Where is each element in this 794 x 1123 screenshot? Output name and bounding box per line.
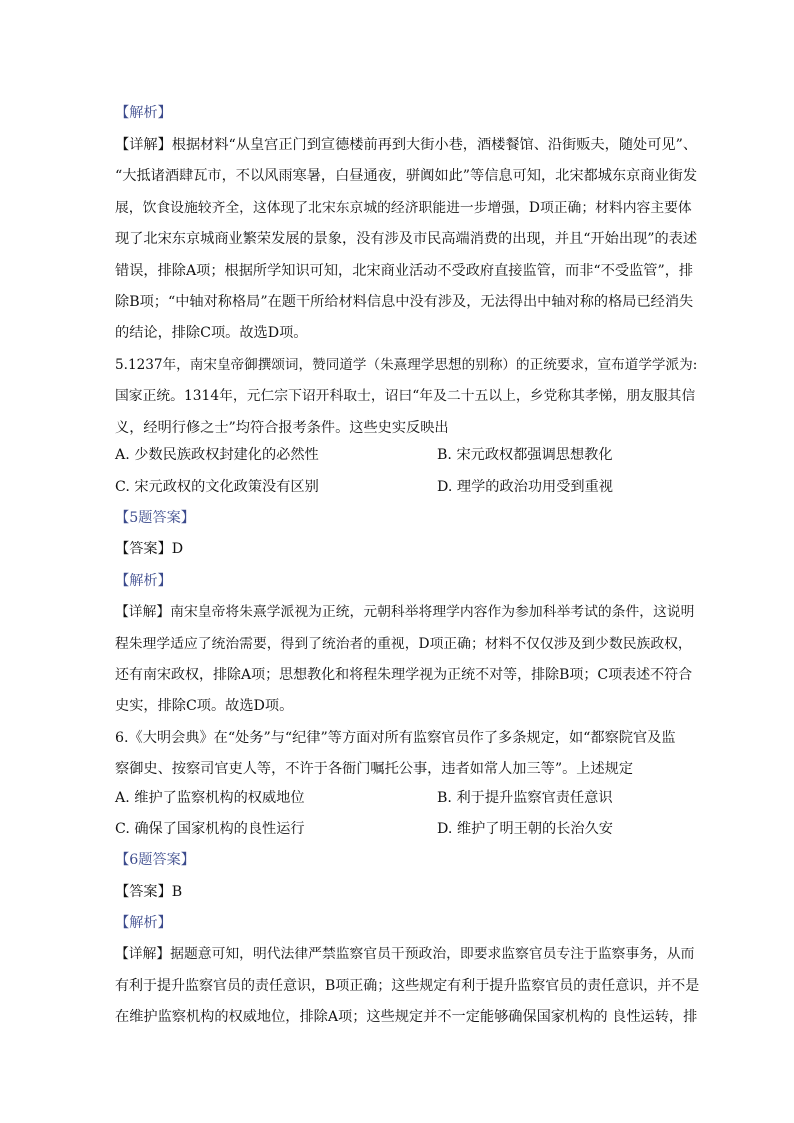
- option-a: A. 少数民族政权封建化的必然性: [115, 447, 319, 463]
- options-row: [115, 440, 699, 471]
- detail-line: 还有南宋政权，排除A项；思想教化和将程朱理学视为正统不对等，排除B项；C项表述不符合: [115, 667, 693, 683]
- analysis-heading: 【解析】: [115, 573, 172, 589]
- option-a: A. 维护了监察机构的权威地位: [115, 790, 305, 806]
- answer-line: 【答案】B: [115, 884, 183, 900]
- question-stem-line: 察御史、按察司官吏人等，不许于各衙门嘱托公事，违者如常人加三等”。上述规定: [115, 761, 634, 777]
- detail-line: 【详解】根据材料“从皇宫正门到宣德楼前再到大街小巷，酒楼餐馆、沿街贩夫，随处可见”、: [115, 137, 698, 153]
- detail-line: 在维护监察机构的权威地位，排除A项；这些规定并不一定能够确保国家机构的 良性运转，排: [115, 1009, 698, 1025]
- detail-line: 程朱理学适应了统治需要，得到了统治者的重视，D项正确；材料不仅仅涉及到少数民族政权，: [115, 636, 692, 652]
- options-row: [115, 472, 699, 503]
- question-stem-line: 国家正统。1314年，元仁宗下诏开科取士，诏曰“年及二十五以上，乡党称其孝悌，朋友服其信: [115, 388, 696, 404]
- detail-line: 有利于提升监察官员的责任意识，B项正确；这些规定有利于提升监察官员的责任意识，并不是: [115, 978, 699, 994]
- option-b: B. 利于提升监察官责任意识: [437, 790, 613, 806]
- detail-line: 史实，排除C项。故选D项。: [115, 698, 294, 714]
- detail-line: 【详解】南宋皇帝将朱熹学派视为正统，元朝科举将理学内容作为参加科举考试的条件，这说明: [115, 604, 695, 620]
- analysis-heading: 【解析】: [115, 915, 172, 931]
- option-d: D. 理学的政治功用受到重视: [437, 479, 613, 495]
- answer-heading: 【6题答案】: [115, 852, 195, 868]
- question-stem-line: 5.1237年，南宋皇帝御撰颂词，赞同道学（朱熹理学思想的别称）的正统要求，宣布道学学派为:: [115, 357, 698, 373]
- option-d: D. 维护了明王朝的长治久安: [437, 821, 613, 837]
- options-row: [115, 814, 699, 845]
- detail-line: “大抵诸酒肆瓦市，不以风雨寒暑，白昼通夜，骈阗如此”等信息可知，北宋都城东京商业街发: [115, 168, 698, 184]
- option-b: B. 宋元政权都强调思想教化: [437, 447, 613, 463]
- option-c: C. 宋元政权的文化政策没有区别: [115, 479, 319, 495]
- analysis-heading: 【解析】: [115, 105, 172, 121]
- options-row: [115, 783, 699, 814]
- detail-line: 错误，排除A项；根据所学知识可知，北宋商业活动不受政府直接监管，而非“不受监管”，排: [115, 263, 694, 279]
- option-c: C. 确保了国家机构的良性运行: [115, 821, 305, 837]
- detail-line: 的结论，排除C项。故选D项。: [115, 325, 308, 341]
- question-stem-line: 义，经明行修之士”均符合报考条件。这些史实反映出: [115, 420, 449, 436]
- detail-line: 除B项；“中轴对称格局”在题干所给材料信息中没有涉及，无法得出中轴对称的格局已经消失: [115, 294, 694, 310]
- detail-line: 展，饮食设施较齐全，这体现了北宋东京城的经济职能进一步增强，D项正确；材料内容主要体: [115, 200, 692, 216]
- detail-line: 现了北宋东京城商业繁荣发展的景象，没有涉及市民高端消费的出现，并且“开始出现”的表述: [115, 231, 698, 247]
- question-stem-line: 6.《大明会典》在“处务”与“纪律”等方面对所有监察官员作了多条规定，如“都察院官及监: [115, 730, 676, 746]
- detail-line: 【详解】据题意可知，明代法律严禁监察官员干预政治，即要求监察官员专注于监察事务，从而: [115, 946, 695, 962]
- answer-heading: 【5题答案】: [115, 510, 195, 526]
- answer-line: 【答案】D: [115, 541, 184, 557]
